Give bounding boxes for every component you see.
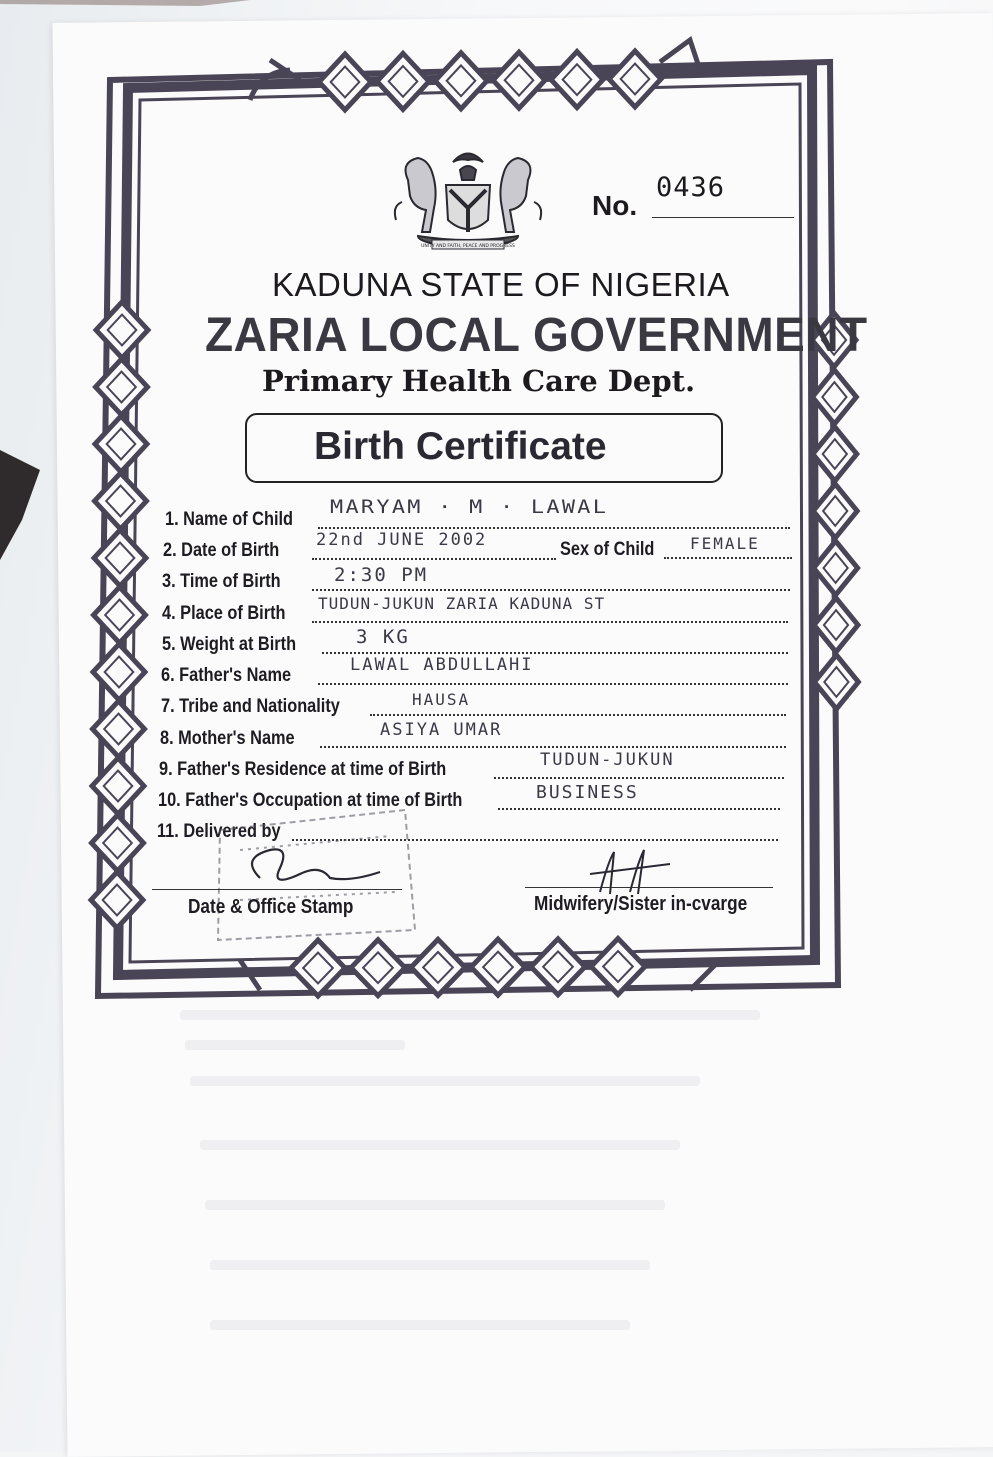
field-label-mothers-name: 8. Mother's Name <box>160 728 295 749</box>
field-line-fathers-name <box>318 683 788 685</box>
field-value-fathers-residence: TUDUN-JUKUN <box>540 750 675 770</box>
field-line-fathers-residence <box>494 777 784 779</box>
midwife-caption: Midwifery/Sister in-cvarge <box>534 893 748 915</box>
coat-of-arms-motto: UNITY AND FAITH, PEACE AND PROGRESS <box>421 244 515 249</box>
field-line-place-of-birth <box>312 621 788 623</box>
certificate-number-underline <box>652 217 794 218</box>
field-label-sex-of-child: Sex of Child <box>560 539 655 560</box>
field-value-fathers-occupation: BUSINESS <box>536 782 639 803</box>
field-label-tribe-and-nationality: 7. Tribe and Nationality <box>161 696 340 717</box>
field-value-fathers-name: LAWAL ABDULLAHI <box>350 655 534 675</box>
field-label-place-of-birth: 4. Place of Birth <box>162 603 286 624</box>
field-line-fathers-occupation <box>498 808 780 810</box>
field-line-weight-at-birth <box>322 652 788 654</box>
certificate-number: 0436 <box>656 172 726 203</box>
certificate-title: Birth Certificate <box>314 425 607 468</box>
field-value-weight-at-birth: 3 KG <box>356 626 410 648</box>
midwife-signature-line <box>525 887 773 888</box>
field-label-time-of-birth: 3. Time of Birth <box>162 571 281 592</box>
field-line-tribe-and-nationality <box>370 714 786 716</box>
department-title: Primary Health Care Dept. <box>262 364 696 398</box>
field-label-weight-at-birth: 5. Weight at Birth <box>162 634 297 655</box>
field-line-name-of-child <box>318 527 790 529</box>
field-line-date-of-birth <box>312 558 556 560</box>
field-value-time-of-birth: 2:30 PM <box>334 564 429 586</box>
field-line-sex-of-child <box>664 557 792 559</box>
field-value-sex-of-child: FEMALE <box>690 534 760 553</box>
date-office-stamp-caption: Date & Office Stamp <box>188 896 354 918</box>
field-label-delivered-by: 11. Delivered by <box>157 821 281 842</box>
stamp-signature-line <box>152 889 402 890</box>
field-value-mothers-name: ASIYA UMAR <box>380 720 503 740</box>
field-value-date-of-birth: 22nd JUNE 2002 <box>316 530 488 550</box>
field-value-tribe-and-nationality: HAUSA <box>412 690 471 709</box>
field-value-name-of-child: MARYAM · M · LAWAL <box>330 496 609 518</box>
field-label-name-of-child: 1. Name of Child <box>165 509 294 530</box>
coat-of-arms-emblem <box>388 140 548 255</box>
local-government-title: ZARIA LOCAL GOVERNMENT <box>205 306 868 362</box>
field-label-fathers-name: 6. Father's Name <box>161 665 292 686</box>
field-label-fathers-residence: 9. Father's Residence at time of Birth <box>159 759 447 780</box>
field-label-date-of-birth: 2. Date of Birth <box>163 540 280 561</box>
field-label-fathers-occupation: 10. Father's Occupation at time of Birth <box>158 790 463 811</box>
field-line-time-of-birth <box>312 589 790 591</box>
field-line-mothers-name <box>320 746 786 748</box>
certificate-number-label: No. <box>592 190 638 221</box>
field-value-place-of-birth: TUDUN-JUKUN ZARIA KADUNA ST <box>318 594 606 613</box>
state-title: KADUNA STATE OF NIGERIA <box>272 266 730 303</box>
